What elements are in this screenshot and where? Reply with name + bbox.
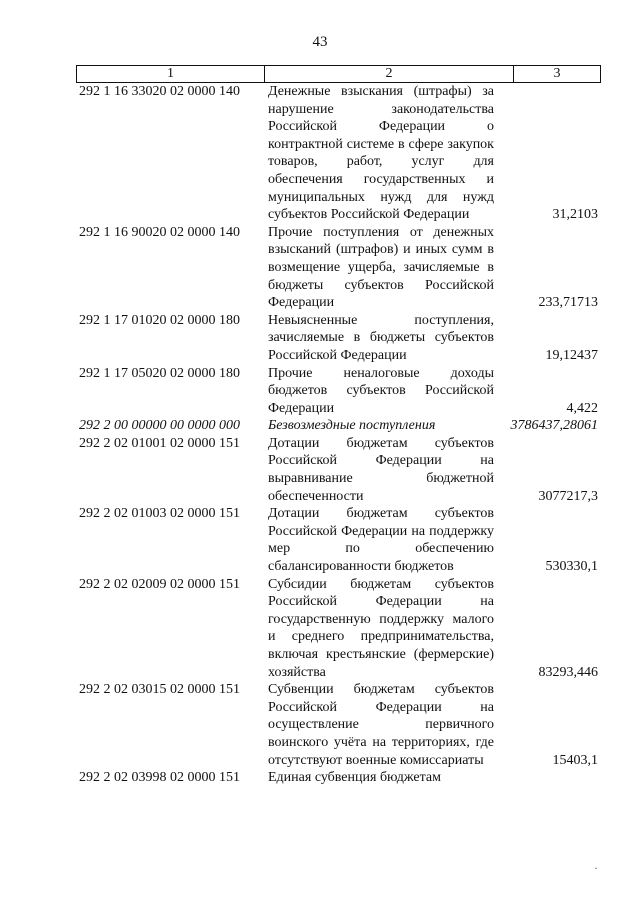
row-value: 3786437,28061 [510, 418, 598, 434]
row-name: Дотации бюджетам субъектов Российской Федерации на выравнивание бюджетной обеспеченности [268, 435, 494, 504]
row-value: 15403,1 [552, 752, 598, 768]
row-code: 292 2 02 02009 02 0000 151 [79, 576, 240, 592]
row-name: Прочие неналоговые доходы бюджетов субъектов Российской Федерации [268, 365, 494, 416]
header-col-1: 1 [77, 66, 265, 82]
table-row [76, 576, 601, 682]
table-row [76, 224, 601, 312]
table-row [76, 769, 601, 787]
row-code: 292 2 00 00000 00 0000 000 [79, 418, 240, 434]
table-row [76, 83, 601, 224]
row-value: 19,12437 [545, 347, 598, 363]
table-body [76, 83, 601, 787]
table-row [76, 312, 601, 365]
row-code: 292 1 16 90020 02 0000 140 [79, 224, 240, 240]
row-name: Безвозмездные поступления [268, 418, 436, 434]
header-col-3: 3 [553, 66, 561, 81]
row-value: 4,422 [566, 400, 598, 416]
row-code: 292 2 02 03998 02 0000 151 [79, 770, 240, 786]
row-name: Дотации бюджетам субъектов Российской Федерации на поддержку мер по обеспечению сбалансированности бюджетов [268, 506, 494, 575]
row-code: 292 2 02 01001 02 0000 151 [79, 435, 240, 451]
row-name: Денежные взыскания (штрафы) за нарушение законодательства Российской Федерации о контрактной системе в сфере закупок товаров, работ, услуг для обеспечения государственных и муниципальных нужд для нужд субъектов Российской Федерации [268, 84, 494, 223]
row-value: 83293,446 [538, 664, 598, 680]
table-row [76, 435, 601, 505]
row-name: Субвенции бюджетам субъектов Российской Федерации на осуществление первичного воинского учёта на территориях, где отсутствуют военные комиссариаты [268, 682, 494, 768]
table-row [76, 365, 601, 418]
row-name: Субсидии бюджетам субъектов Российской Федерации на государственную поддержку малого и среднего предпринимательства, включая крестьянские (фермерские) хозяйства [268, 576, 494, 680]
table-row [76, 505, 601, 575]
row-code: 292 2 02 01003 02 0000 151 [79, 506, 240, 522]
table-row [76, 681, 601, 769]
budget-table [76, 65, 601, 787]
row-value: 3077217,3 [538, 488, 598, 504]
scan-speck: · [594, 861, 598, 875]
row-code: 292 1 17 05020 02 0000 180 [79, 365, 240, 381]
row-value: 233,71713 [538, 295, 598, 311]
row-code: 292 1 16 33020 02 0000 140 [79, 84, 240, 99]
row-name: Невыясненные поступления, зачисляемые в бюджеты субъектов Российской Федерации [268, 312, 494, 363]
page-number: 43 [312, 34, 328, 50]
row-code: 292 2 02 03015 02 0000 151 [79, 682, 240, 698]
table-header [76, 65, 601, 83]
row-name: Прочие поступления от денежных взысканий (штрафов) и иных сумм в возмещение ущерба, зачисляемые в бюджеты субъектов Российской Федерации [268, 224, 494, 311]
row-code: 292 1 17 01020 02 0000 180 [79, 312, 240, 328]
row-value: 530330,1 [545, 559, 598, 575]
row-value: 31,2103 [552, 207, 598, 223]
header-col-2: 2 [265, 66, 514, 82]
table-row [76, 417, 601, 435]
row-name: Единая субвенция бюджетам [268, 770, 441, 786]
